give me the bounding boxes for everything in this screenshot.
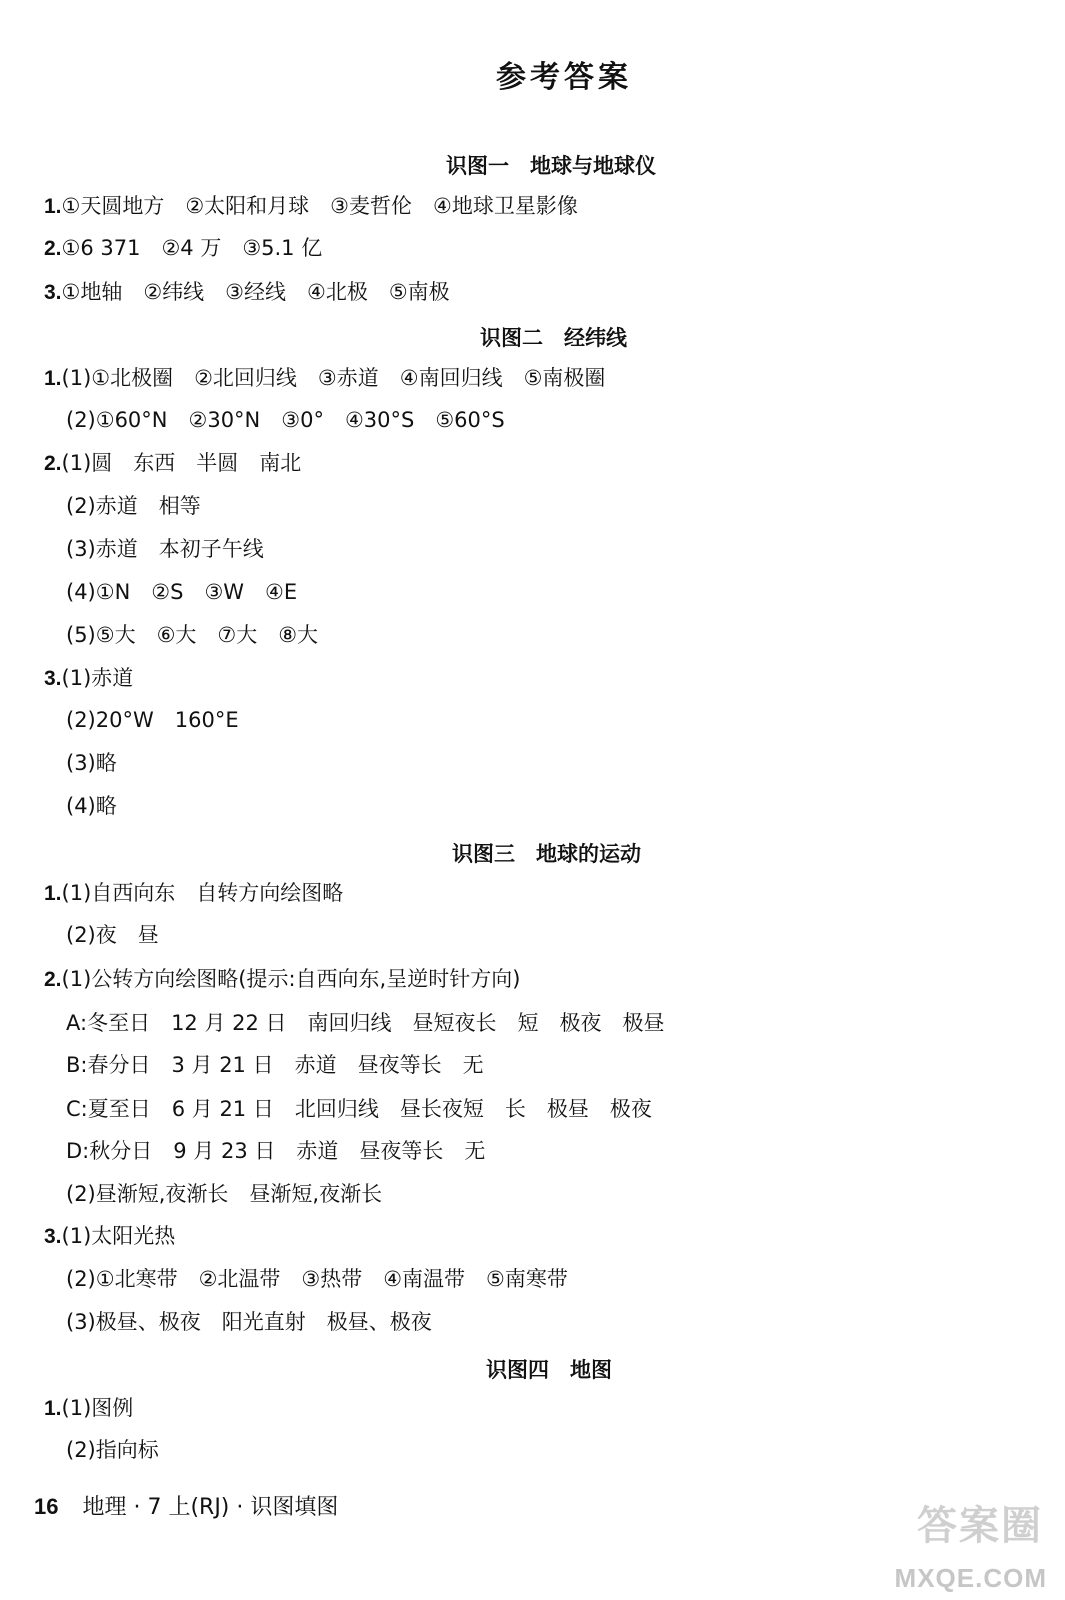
answer-text: (1)自西向东 自转方向绘图略 [61, 881, 344, 905]
answer-line [44, 449, 301, 478]
question-number: 2. [44, 452, 62, 475]
section-heading-4: 识图四 地图 [486, 1358, 612, 1382]
answer-line: (2)赤道 相等 [66, 494, 201, 518]
answer-line: (5)⑤大 ⑥大 ⑦大 ⑧大 [66, 623, 319, 647]
answer-line: (4)①N ②S ③W ④E [66, 580, 298, 604]
question-number: 1. [44, 367, 62, 390]
answer-line [44, 965, 520, 994]
answer-line [44, 879, 343, 908]
answer-line [44, 278, 450, 307]
section-heading-1: 识图一 地球与地球仪 [446, 154, 656, 178]
question-number: 3. [44, 667, 62, 690]
answer-line [44, 234, 322, 263]
answer-text: ①地轴 ②纬线 ③经线 ④北极 ⑤南极 [61, 280, 450, 304]
question-number: 1. [44, 1397, 62, 1420]
answer-line: (2)20°W 160°E [66, 708, 239, 732]
answer-line: D:秋分日 9 月 23 日 赤道 昼夜等长 无 [66, 1139, 486, 1163]
answer-line: (4)略 [66, 794, 117, 818]
page-title: 参考答案 [496, 60, 632, 95]
answer-line: (2)昼渐短,夜渐长 昼渐短,夜渐长 [66, 1182, 383, 1206]
answer-text: (1)圆 东西 半圆 南北 [61, 451, 302, 475]
answer-line [44, 664, 133, 693]
answer-text: (1)太阳光热 [61, 1224, 176, 1248]
watermark-logo: 答案圈 [917, 1503, 1043, 1549]
question-number: 3. [44, 281, 62, 304]
page-number: 16 [34, 1494, 59, 1519]
answer-text: ①6 371 ②4 万 ③5.1 亿 [61, 236, 323, 260]
answer-line: (2)①60°N ②30°N ③0° ④30°S ⑤60°S [66, 408, 505, 432]
answer-line: (2)①北寒带 ②北温带 ③热带 ④南温带 ⑤南寒带 [66, 1267, 568, 1291]
question-number: 1. [44, 882, 62, 905]
answer-line: (3)极昼、极夜 阳光直射 极昼、极夜 [66, 1310, 432, 1334]
section-heading-3: 识图三 地球的运动 [452, 842, 641, 866]
watermark-url: MXQE.COM [894, 1563, 1047, 1593]
answer-line [44, 1394, 133, 1423]
answer-line [44, 192, 578, 221]
question-number: 1. [44, 195, 62, 218]
answer-text: ①天圆地方 ②太阳和月球 ③麦哲伦 ④地球卫星影像 [61, 194, 578, 218]
page-footer [34, 1490, 338, 1521]
answer-line: A:冬至日 12 月 22 日 南回归线 昼短夜长 短 极夜 极昼 [66, 1011, 665, 1035]
answer-line: (3)略 [66, 751, 117, 775]
question-number: 2. [44, 968, 62, 991]
answer-line: (2)夜 昼 [66, 923, 159, 947]
section-heading-2: 识图二 经纬线 [480, 326, 627, 350]
answer-line [44, 1222, 175, 1251]
question-number: 3. [44, 1225, 62, 1248]
answer-line: (2)指向标 [66, 1438, 159, 1462]
answer-line: B:春分日 3 月 21 日 赤道 昼夜等长 无 [66, 1053, 484, 1077]
watermark [853, 1494, 1053, 1594]
answer-text: (1)图例 [61, 1396, 134, 1420]
answer-text: (1)公转方向绘图略(提示:自西向东,呈逆时针方向) [61, 967, 521, 991]
answer-line: (3)赤道 本初子午线 [66, 537, 264, 561]
answer-text: (1)①北极圈 ②北回归线 ③赤道 ④南回归线 ⑤南极圈 [61, 366, 606, 390]
question-number: 2. [44, 237, 62, 260]
answer-line: C:夏至日 6 月 21 日 北回归线 昼长夜短 长 极昼 极夜 [66, 1097, 652, 1121]
footer-book-title: 地理 · 7 上(RJ) · 识图填图 [82, 1495, 339, 1520]
answer-text: (1)赤道 [61, 666, 134, 690]
answer-line [44, 364, 605, 393]
